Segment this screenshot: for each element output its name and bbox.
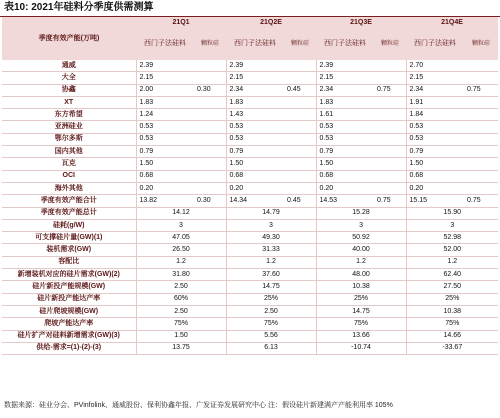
table-row xyxy=(2,281,498,293)
table-cell: 25% xyxy=(226,293,316,305)
table-cell: 2.34 xyxy=(226,84,284,96)
table-cell: 26.50 xyxy=(136,244,226,256)
table-cell: 2.15 xyxy=(136,72,194,84)
table-cell: 6.13 xyxy=(226,342,316,354)
table-cell: 62.40 xyxy=(406,269,498,281)
table-cell: 15.28 xyxy=(316,207,406,219)
table-cell: 60% xyxy=(136,293,226,305)
table-cell: 1.43 xyxy=(226,109,284,121)
table-cell xyxy=(194,133,226,145)
table-cell: 0.68 xyxy=(406,170,464,182)
table-cell: 1.91 xyxy=(406,96,464,108)
table-cell: 2.50 xyxy=(226,305,316,317)
table-cell: 50.92 xyxy=(316,232,406,244)
table-cell: 1.2 xyxy=(226,256,316,268)
source-footnote: 数据来源：硅业分会、PVinfolink、通威股份、保利协鑫年报、广发证券发展研究中心 注：假设硅片新建满产产能利用率 105% xyxy=(4,402,393,409)
table-cell xyxy=(194,146,226,158)
table-cell: 0.20 xyxy=(316,182,374,194)
table-cell: 13.82 xyxy=(136,195,194,207)
table-cell: 1.24 xyxy=(136,109,194,121)
table-cell: 0.53 xyxy=(226,133,284,145)
table-cell: 0.68 xyxy=(136,170,194,182)
table-cell xyxy=(284,182,316,194)
quarter-header: 21Q4E xyxy=(406,17,498,28)
table-cell: 1.50 xyxy=(316,158,374,170)
table-cell: 0.20 xyxy=(136,182,194,194)
table-row xyxy=(2,158,498,170)
table-cell: 0.75 xyxy=(374,195,406,207)
table-cell xyxy=(374,158,406,170)
table-cell: 0.20 xyxy=(406,182,464,194)
table-cell: 0.75 xyxy=(464,84,498,96)
row-label: 容配比 xyxy=(2,256,136,268)
table-cell: 75% xyxy=(226,318,316,330)
table-cell xyxy=(464,146,498,158)
table-row xyxy=(2,256,498,268)
table-row xyxy=(2,84,498,96)
table-cell: 0.68 xyxy=(316,170,374,182)
table-cell: 13.75 xyxy=(136,342,226,354)
row-label: 通威 xyxy=(2,60,136,72)
row-label: 鄂尔多斯 xyxy=(2,133,136,145)
table-cell: 2.15 xyxy=(406,72,464,84)
table-cell: 3 xyxy=(136,219,226,231)
summary-section xyxy=(2,207,498,355)
granular-header: 颗粒硅 xyxy=(284,28,316,60)
table-cell: 14.66 xyxy=(406,330,498,342)
table-cell: 0.79 xyxy=(136,146,194,158)
table-cell: 0.30 xyxy=(194,84,226,96)
table-cell: 5.56 xyxy=(226,330,316,342)
row-label: 硅片扩产对硅料新增需求(GW)(3) xyxy=(2,330,136,342)
table-cell xyxy=(374,72,406,84)
table-cell xyxy=(464,72,498,84)
table-cell: 15.90 xyxy=(406,207,498,219)
table-cell: 2.00 xyxy=(136,84,194,96)
table-cell xyxy=(194,121,226,133)
table-cell xyxy=(284,96,316,108)
table-cell: 2.50 xyxy=(136,281,226,293)
table-cell xyxy=(374,60,406,72)
table-row xyxy=(2,330,498,342)
table-cell xyxy=(284,158,316,170)
table-cell: 0.53 xyxy=(316,133,374,145)
table-cell xyxy=(284,146,316,158)
table-cell: 2.34 xyxy=(316,84,374,96)
table-cell: 14.79 xyxy=(226,207,316,219)
quarter-header: 21Q2E xyxy=(226,17,316,28)
table-cell xyxy=(464,96,498,108)
table-cell: 0.68 xyxy=(226,170,284,182)
table-cell: 2.39 xyxy=(316,60,374,72)
table-cell: 10.38 xyxy=(406,305,498,317)
table-cell xyxy=(284,133,316,145)
table-cell: 10.38 xyxy=(316,281,406,293)
table-cell xyxy=(464,158,498,170)
table-cell: 0.53 xyxy=(226,121,284,133)
table-cell xyxy=(374,121,406,133)
table-cell xyxy=(284,121,316,133)
table-cell: 0.45 xyxy=(284,195,316,207)
table-cell: 0.75 xyxy=(374,84,406,96)
row-label: 海外其他 xyxy=(2,182,136,194)
table-cell: 14.75 xyxy=(226,281,316,293)
table-cell: 27.50 xyxy=(406,281,498,293)
table-cell: 0.53 xyxy=(136,121,194,133)
table-cell xyxy=(464,60,498,72)
table-cell: 14.34 xyxy=(226,195,284,207)
table-cell xyxy=(284,170,316,182)
table-cell: 0.79 xyxy=(226,146,284,158)
table-cell: 31.33 xyxy=(226,244,316,256)
table-cell xyxy=(284,72,316,84)
siemens-header: 西门子法硅料 xyxy=(316,28,374,60)
table-cell xyxy=(464,182,498,194)
table-cell: 0.45 xyxy=(284,84,316,96)
table-cell xyxy=(374,182,406,194)
table-row xyxy=(2,133,498,145)
table-row xyxy=(2,269,498,281)
table-cell: 1.50 xyxy=(406,158,464,170)
table-cell: 25% xyxy=(406,293,498,305)
granular-header: 颗粒硅 xyxy=(374,28,406,60)
table-cell xyxy=(374,146,406,158)
table-cell: 31.80 xyxy=(136,269,226,281)
table-row xyxy=(2,195,498,207)
row-label: 爬坡产能达产率 xyxy=(2,318,136,330)
table-cell: 1.50 xyxy=(136,330,226,342)
row-label: 装机需求(GW) xyxy=(2,244,136,256)
row-label: 硅片新投产能达产率 xyxy=(2,293,136,305)
table-cell: 1.83 xyxy=(316,96,374,108)
table-cell xyxy=(194,170,226,182)
table-cell xyxy=(194,158,226,170)
table-cell: 13.66 xyxy=(316,330,406,342)
table-row xyxy=(2,244,498,256)
table-cell: 75% xyxy=(406,318,498,330)
row-label: XT xyxy=(2,96,136,108)
table-cell xyxy=(374,170,406,182)
table-cell: 37.60 xyxy=(226,269,316,281)
quarter-header: 21Q1 xyxy=(136,17,226,28)
table-cell xyxy=(464,133,498,145)
granular-header: 颗粒硅 xyxy=(464,28,498,60)
table-cell: 52.98 xyxy=(406,232,498,244)
table-row xyxy=(2,219,498,231)
table-cell xyxy=(374,133,406,145)
table-cell xyxy=(374,96,406,108)
table-row xyxy=(2,96,498,108)
table-cell: 1.50 xyxy=(136,158,194,170)
table-row xyxy=(2,207,498,219)
row-label: 可支撑硅片量(GW)(1) xyxy=(2,232,136,244)
row-label: 东方希望 xyxy=(2,109,136,121)
row-label: 亚洲硅业 xyxy=(2,121,136,133)
table-row xyxy=(2,305,498,317)
table-cell: 0.53 xyxy=(136,133,194,145)
table-cell: 75% xyxy=(316,318,406,330)
row-label: 大全 xyxy=(2,72,136,84)
table-cell: 0.20 xyxy=(226,182,284,194)
table-cell: 0.53 xyxy=(316,121,374,133)
corner-header: 季度有效产能(万吨) xyxy=(2,17,136,60)
table-cell: 2.15 xyxy=(226,72,284,84)
table-cell: 1.2 xyxy=(136,256,226,268)
quarter-header-row xyxy=(2,17,498,28)
siemens-header: 西门子法硅料 xyxy=(406,28,464,60)
table-cell: 1.83 xyxy=(136,96,194,108)
table-cell: 0.79 xyxy=(406,146,464,158)
table-cell: 2.15 xyxy=(316,72,374,84)
table-row xyxy=(2,182,498,194)
table-cell: 15.15 xyxy=(406,195,464,207)
row-label: 硅片新投产能规模(GW) xyxy=(2,281,136,293)
row-label: 硅片爬坡规模(GW) xyxy=(2,305,136,317)
table-cell: 0.53 xyxy=(406,121,464,133)
table-cell xyxy=(464,121,498,133)
table-cell xyxy=(194,182,226,194)
table-cell: -33.67 xyxy=(406,342,498,354)
table-cell: 25% xyxy=(316,293,406,305)
table-row xyxy=(2,170,498,182)
siemens-header: 西门子法硅料 xyxy=(226,28,284,60)
table-row xyxy=(2,146,498,158)
table-cell xyxy=(284,109,316,121)
table-cell: 0.79 xyxy=(316,146,374,158)
table-cell: 47.05 xyxy=(136,232,226,244)
table-cell: 0.75 xyxy=(464,195,498,207)
table-cell xyxy=(194,72,226,84)
row-label: 协鑫 xyxy=(2,84,136,96)
table-title: 表10: 2021年硅料分季度供需测算 xyxy=(0,0,500,17)
row-label: 季度有效产能合计 xyxy=(2,195,136,207)
table-cell xyxy=(194,60,226,72)
quarter-header: 21Q3E xyxy=(316,17,406,28)
table-cell: 0.53 xyxy=(406,133,464,145)
table-cell: 3 xyxy=(406,219,498,231)
row-label: OCI xyxy=(2,170,136,182)
table-row xyxy=(2,121,498,133)
row-label: 硅耗(g/W) xyxy=(2,219,136,231)
table-cell: 2.34 xyxy=(406,84,464,96)
siemens-header: 西门子法硅料 xyxy=(136,28,194,60)
table-cell: 14.12 xyxy=(136,207,226,219)
table-cell: 14.75 xyxy=(316,305,406,317)
capacity-section xyxy=(2,60,498,207)
table-cell: 0.30 xyxy=(194,195,226,207)
table-cell: 1.50 xyxy=(226,158,284,170)
table-row xyxy=(2,318,498,330)
row-label: 新增装机对应的硅片需求(GW)(2) xyxy=(2,269,136,281)
table-cell: 3 xyxy=(316,219,406,231)
row-label: 国内其他 xyxy=(2,146,136,158)
table-cell xyxy=(194,96,226,108)
table-cell: 1.83 xyxy=(226,96,284,108)
table-cell: 49.30 xyxy=(226,232,316,244)
table-row xyxy=(2,293,498,305)
table-cell: -10.74 xyxy=(316,342,406,354)
table-row xyxy=(2,232,498,244)
table-row xyxy=(2,109,498,121)
table-cell: 40.00 xyxy=(316,244,406,256)
table-cell: 1.2 xyxy=(406,256,498,268)
table-cell xyxy=(464,109,498,121)
row-label: 供给-需求=(1)-(2)-(3) xyxy=(2,342,136,354)
row-label: 瓦克 xyxy=(2,158,136,170)
table-cell: 75% xyxy=(136,318,226,330)
table-cell: 3 xyxy=(226,219,316,231)
table-row xyxy=(2,342,498,354)
granular-header: 颗粒硅 xyxy=(194,28,226,60)
table-row xyxy=(2,60,498,72)
table-row xyxy=(2,72,498,84)
table-cell: 2.39 xyxy=(226,60,284,72)
table-cell xyxy=(374,109,406,121)
table-cell: 2.39 xyxy=(136,60,194,72)
table-cell: 2.70 xyxy=(406,60,464,72)
table-cell xyxy=(464,170,498,182)
table-cell: 52.00 xyxy=(406,244,498,256)
table-cell: 1.61 xyxy=(316,109,374,121)
table-cell: 1.2 xyxy=(316,256,406,268)
supply-demand-table xyxy=(2,17,498,355)
table-cell xyxy=(284,60,316,72)
table-cell: 14.53 xyxy=(316,195,374,207)
table-cell: 48.00 xyxy=(316,269,406,281)
row-label: 季度有效产能总计 xyxy=(2,207,136,219)
table-cell: 1.84 xyxy=(406,109,464,121)
table-cell: 2.50 xyxy=(136,305,226,317)
table-cell xyxy=(194,109,226,121)
